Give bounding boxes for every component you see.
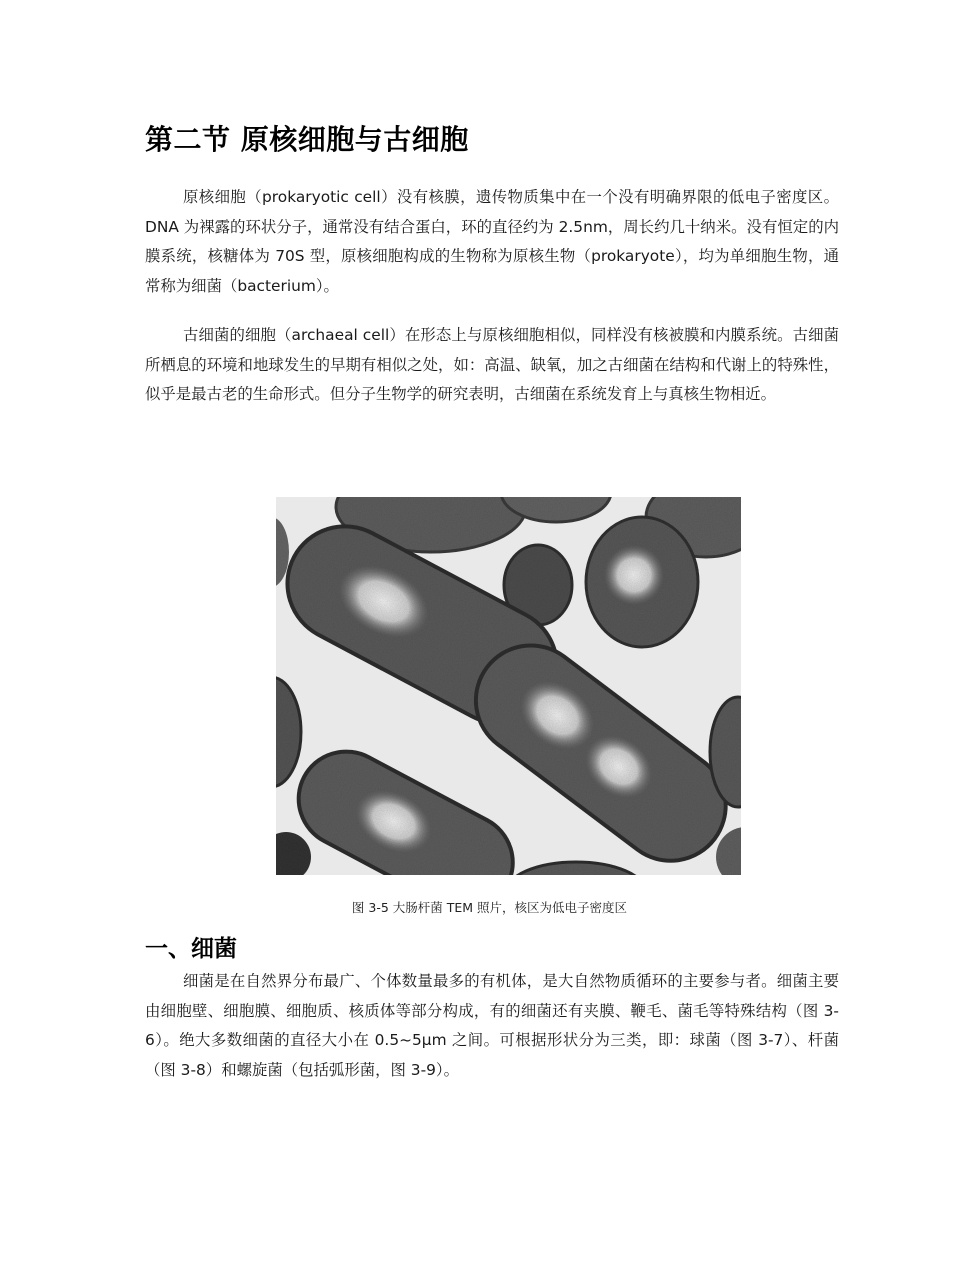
ecoli-tem-micrograph — [276, 497, 741, 875]
ecoli-tem-image — [276, 497, 741, 875]
paragraph-bacteria: 细菌是在自然界分布最广、个体数量最多的有机体，是大自然物质循环的主要参与者。细菌主要由细胞壁、细胞膜、细胞质、核质体等部分构成，有的细菌还有夹膜、鞭毛、菌毛等特殊结构（图 3-6）。绝大多数细菌的直径大小在 0.5~5μm 之间。可根据形状分为三类，即：球菌（图 3-7）、杆菌（图 3-8）和螺旋菌（包括弧形菌，图 3-9）。 — [145, 972, 839, 1079]
subsection-title: 一、细菌 — [145, 936, 237, 962]
paragraph-prokaryotic-cell: 原核细胞（prokaryotic cell）没有核膜，遗传物质集中在一个没有明确界限的低电子密度区。DNA 为裸露的环状分子，通常没有结合蛋白，环的直径约为 2.5nm，周长约几十纳米。没有恒定的内膜系统，核糖体为 70S 型，原核细胞构成的生物称为原核生物（prokaryote），均为单细胞生物，通常称为细菌（bacterium）。 — [145, 188, 839, 295]
section-title: 第二节 原核细胞与古细胞 — [145, 123, 469, 156]
figure-caption: 图 3-5 大肠杆菌 TEM 照片，核区为低电子密度区 — [351, 900, 628, 915]
paragraph-archaeal-cell: 古细菌的细胞（archaeal cell）在形态上与原核细胞相似，同样没有核被膜和内膜系统。古细菌所栖息的环境和地球发生的早期有相似之处，如：高温、缺氧，加之古细菌在结构和代谢上的特殊性，似乎是最古老的生命形式。但分子生物学的研究表明，古细菌在系统发育上与真核生物相近。 — [145, 326, 839, 403]
